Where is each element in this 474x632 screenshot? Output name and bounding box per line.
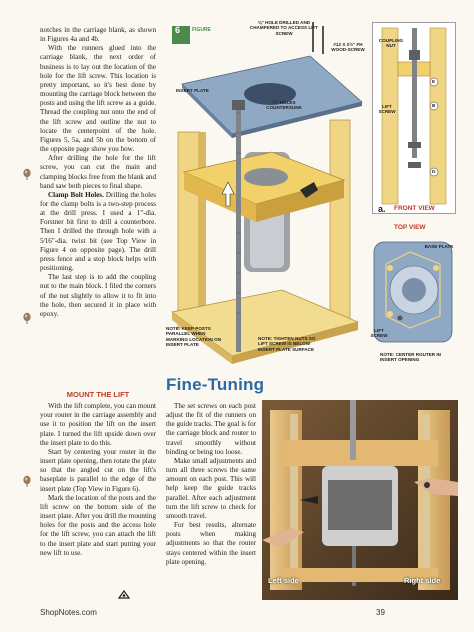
callout-coupling-nut: COUPLING NUT: [378, 38, 404, 49]
paragraph: After drilling the hole for the lift screw, you can cut the main and clamping blocks free from the blank and band saw both pieces to final shape.: [40, 154, 156, 190]
photo-caption-left: Left side: [268, 576, 299, 585]
figure-number: 6: [175, 25, 181, 35]
callout-hole-drilled: ⅜" HOLE DRILLED AND CHAMFERED TO ACCESS LIFT SCREW: [249, 20, 319, 36]
marker-b: B: [432, 103, 436, 108]
front-view-title: FRONT VIEW: [394, 205, 435, 212]
paragraph: The set screws on each post adjust the fit of the runners on the guide tracks. The goal is for the carriage block and router to travel smoothly without binding or being too loose.: [166, 402, 256, 456]
body-column-1: [40, 26, 156, 319]
fine-tuning-column: [166, 402, 256, 567]
mount-the-lift-section: [40, 386, 156, 558]
front-view-illustration: [372, 22, 456, 214]
figure-label: FIGURE: [192, 27, 211, 33]
callout-screw: #12 X 2½" FH WOOD-SCREW: [331, 42, 365, 53]
callout-insert-plate: INSERT PLATE: [176, 88, 209, 93]
callout-note-nuts: NOTE: TIGHTEN NUTS SO LIFT SCREW IS BELOW INSERT PLATE SURFACE: [258, 336, 316, 352]
pushpin-icon: [22, 312, 32, 324]
fine-tuning-heading: Fine-Tuning: [166, 375, 265, 394]
pushpin-icon: [22, 168, 32, 180]
paragraph: For best results, alternate posts when making adjustments so that the router stays centered within the insert plate opening.: [166, 521, 256, 566]
photo-caption-right: Right side: [404, 576, 441, 585]
paragraph: Make small adjustments and turn all three screws the same amount on each post. This will help keep the guide tracks parallel. After each adjustment turn the lift screw to check for smooth travel.: [166, 456, 256, 520]
paragraph: With the runners glued into the carriage blank, the next order of business is to lay out the location of the hole for the lift screw. This location is pretty important, so it's best done by mounting the carriage block between the posts and using the lift screw as a guide. Thread the coupling nut onto the end of the lift screw and outline the nut to locate the centerpoint of the hole. Figures 5, 5a, and 5b on the bottom of the opposite page show you how.: [40, 44, 156, 154]
paragraph: notches in the carriage blank, as shown in Figures 4a and 4b.: [40, 26, 156, 44]
callout-lift-screw: LIFT SCREW: [378, 104, 396, 115]
front-view-letter: a.: [378, 204, 386, 214]
paragraph: Mark the location of the posts and the lift screw on the bottom side of the insert plate. After you drill the mounting holes for the posts and the access hole for the lift screw, you can attach the lift to the insert plate and start putting your new lift to use.: [40, 493, 156, 557]
top-view-title: TOP VIEW: [394, 224, 426, 231]
paragraph: With the lift complete, you can mount your router in the carriage assembly and use it to position the lift on the insert plate. I turned the lift upside down over the insert plate to do this.: [40, 402, 156, 447]
pushpin-icon: [22, 475, 32, 487]
marker-e: E: [432, 79, 436, 84]
paragraph: The last step is to add the coupling nut to the main block. I filed the corners of the nut slightly to allow it to fit into the hole, then secured it in place with epoxy.: [40, 273, 156, 318]
section-heading: MOUNT THE LIFT: [66, 390, 130, 399]
callout-holes-countersunk: ¼" HOLES COUNTERSUNK: [266, 100, 302, 111]
footer-site: ShopNotes.com: [40, 608, 97, 617]
end-mark-icon: [118, 590, 130, 599]
paragraph: [40, 191, 156, 273]
page-number: 39: [376, 608, 385, 617]
marker-d: D: [432, 169, 436, 174]
callout-lift-screw-top: LIFT SCREW: [370, 328, 388, 339]
fine-tuning-photo: [262, 400, 458, 600]
paragraph-text: Drilling the holes for the clamp bolts is a two-step process at the drill press. I used a 1"-dia. Forstner bit first to drill a counterbore. Then I drilled the through hole with a 5⁄16"-dia. twist bit (see Top View in Figure 4 on opposite page). The drill press fence and a stop block helps with positioning.: [40, 190, 156, 273]
callout-base-plate: BASE PLATE: [424, 244, 454, 249]
callout-note-center: NOTE: CENTER ROUTER IN INSERT OPENING: [380, 352, 441, 363]
run-in-heading: Clamp Bolt Holes.: [48, 190, 104, 199]
paragraph: Start by centering your router in the insert plate opening, then rotate the plate so that the angled cut on the lift's baseplate is parallel to the edge of the insert plate (Top View in Figure 6).: [40, 447, 156, 493]
callout-note-posts: NOTE: KEEP POSTS PARALLEL WHEN MARKING LOCATION ON INSERT PLATE: [166, 326, 222, 348]
figure-6-illustration: [162, 22, 372, 372]
